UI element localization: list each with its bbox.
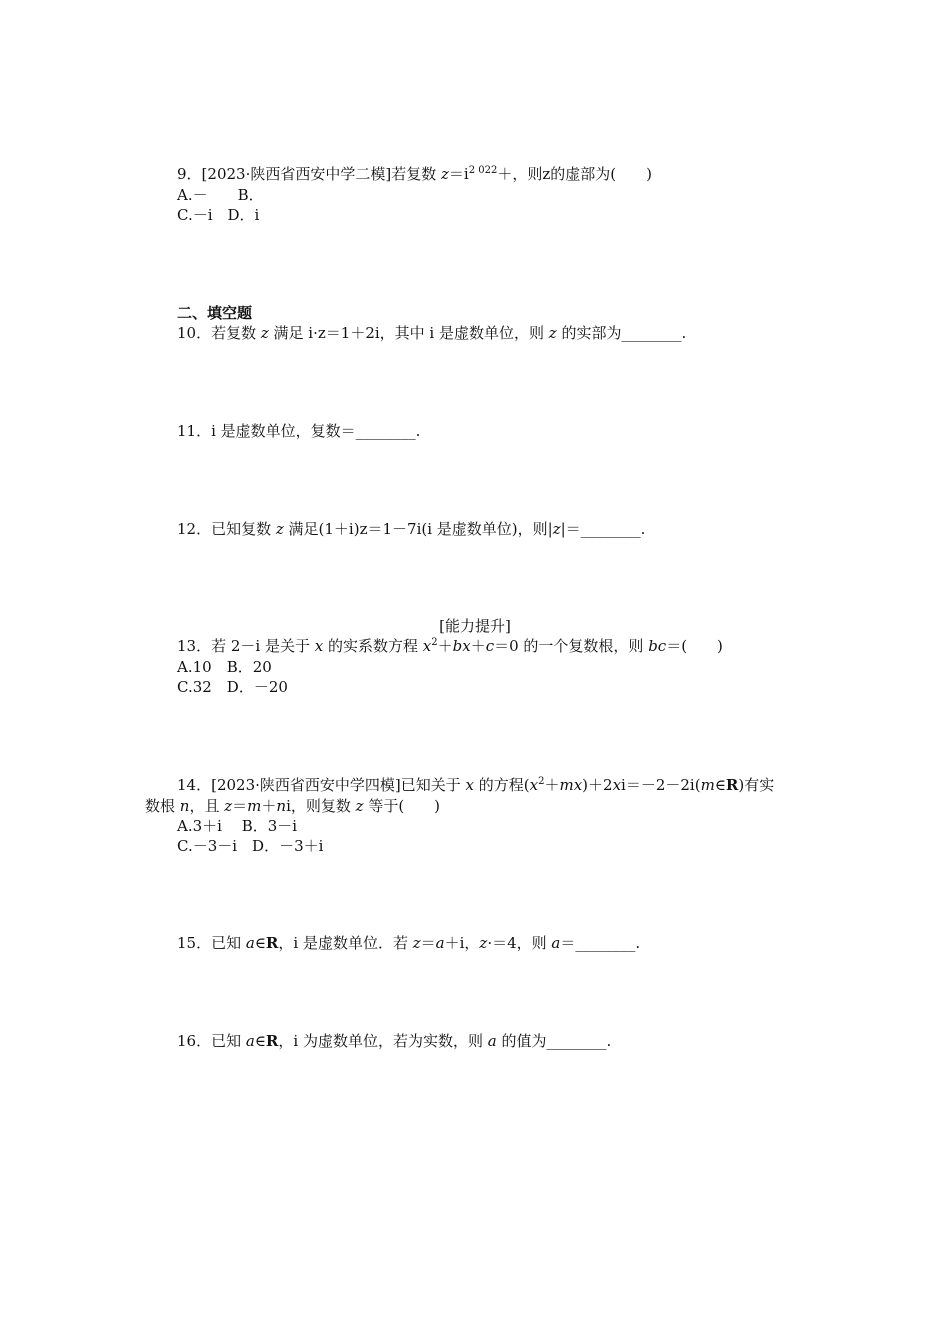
q16-stem: 16．已知 a∈R，i 为虚数单位，若为实数，则 a 的值为________. (177, 1032, 612, 1050)
q13-options-cd: C.32 D．－20 (177, 678, 288, 696)
q14-options-ab: A.3＋i B．3－i (177, 817, 298, 835)
q14-options-cd: C.－3－i D．－3＋i (177, 837, 324, 855)
q13-options-ab: A.10 B．20 (177, 658, 272, 676)
section-heading-ability: [能力提升] (439, 617, 511, 635)
section-heading-fill-in: 二、填空题 (177, 304, 253, 322)
q14-stem-line2: 数根 n，且 z＝m＋ni，则复数 z 等于( ) (145, 797, 441, 815)
q11-stem: 11．i 是虚数单位，复数＝________. (177, 422, 421, 440)
q14-stem-line1: 14．[2023·陕西省西安中学四模]已知关于 x 的方程$(x^2+mx)+2xi=-2-2i(m\in R)$有实 (177, 776, 775, 794)
q9-stem: 9．[2023·陕西省西安中学二模]若复数 $z=i^{2 022}+$，则z的虚部为( ) (177, 165, 652, 183)
q13-stem: 13．若 2－i 是关于 x 的实系数方程 $x^2+bx+c=0$ 的一个复数根，则 bc＝( ) (177, 637, 723, 655)
q10-stem: 10．若复数 z 满足 i·z＝1＋2i，其中 i 是虚数单位，则 z 的实部为________. (177, 324, 687, 342)
q12-stem: 12．已知复数 z 满足(1＋i)z＝1－7i(i 是虚数单位)，则|z|＝________. (177, 520, 646, 538)
q9-options-cd: C.－i D．i (177, 206, 260, 224)
q15-stem: 15．已知 a∈R，i 是虚数单位．若 z＝a＋i，z·＝4，则 a＝________. (177, 934, 641, 952)
q9-options-ab: A.－ B． (177, 186, 264, 204)
